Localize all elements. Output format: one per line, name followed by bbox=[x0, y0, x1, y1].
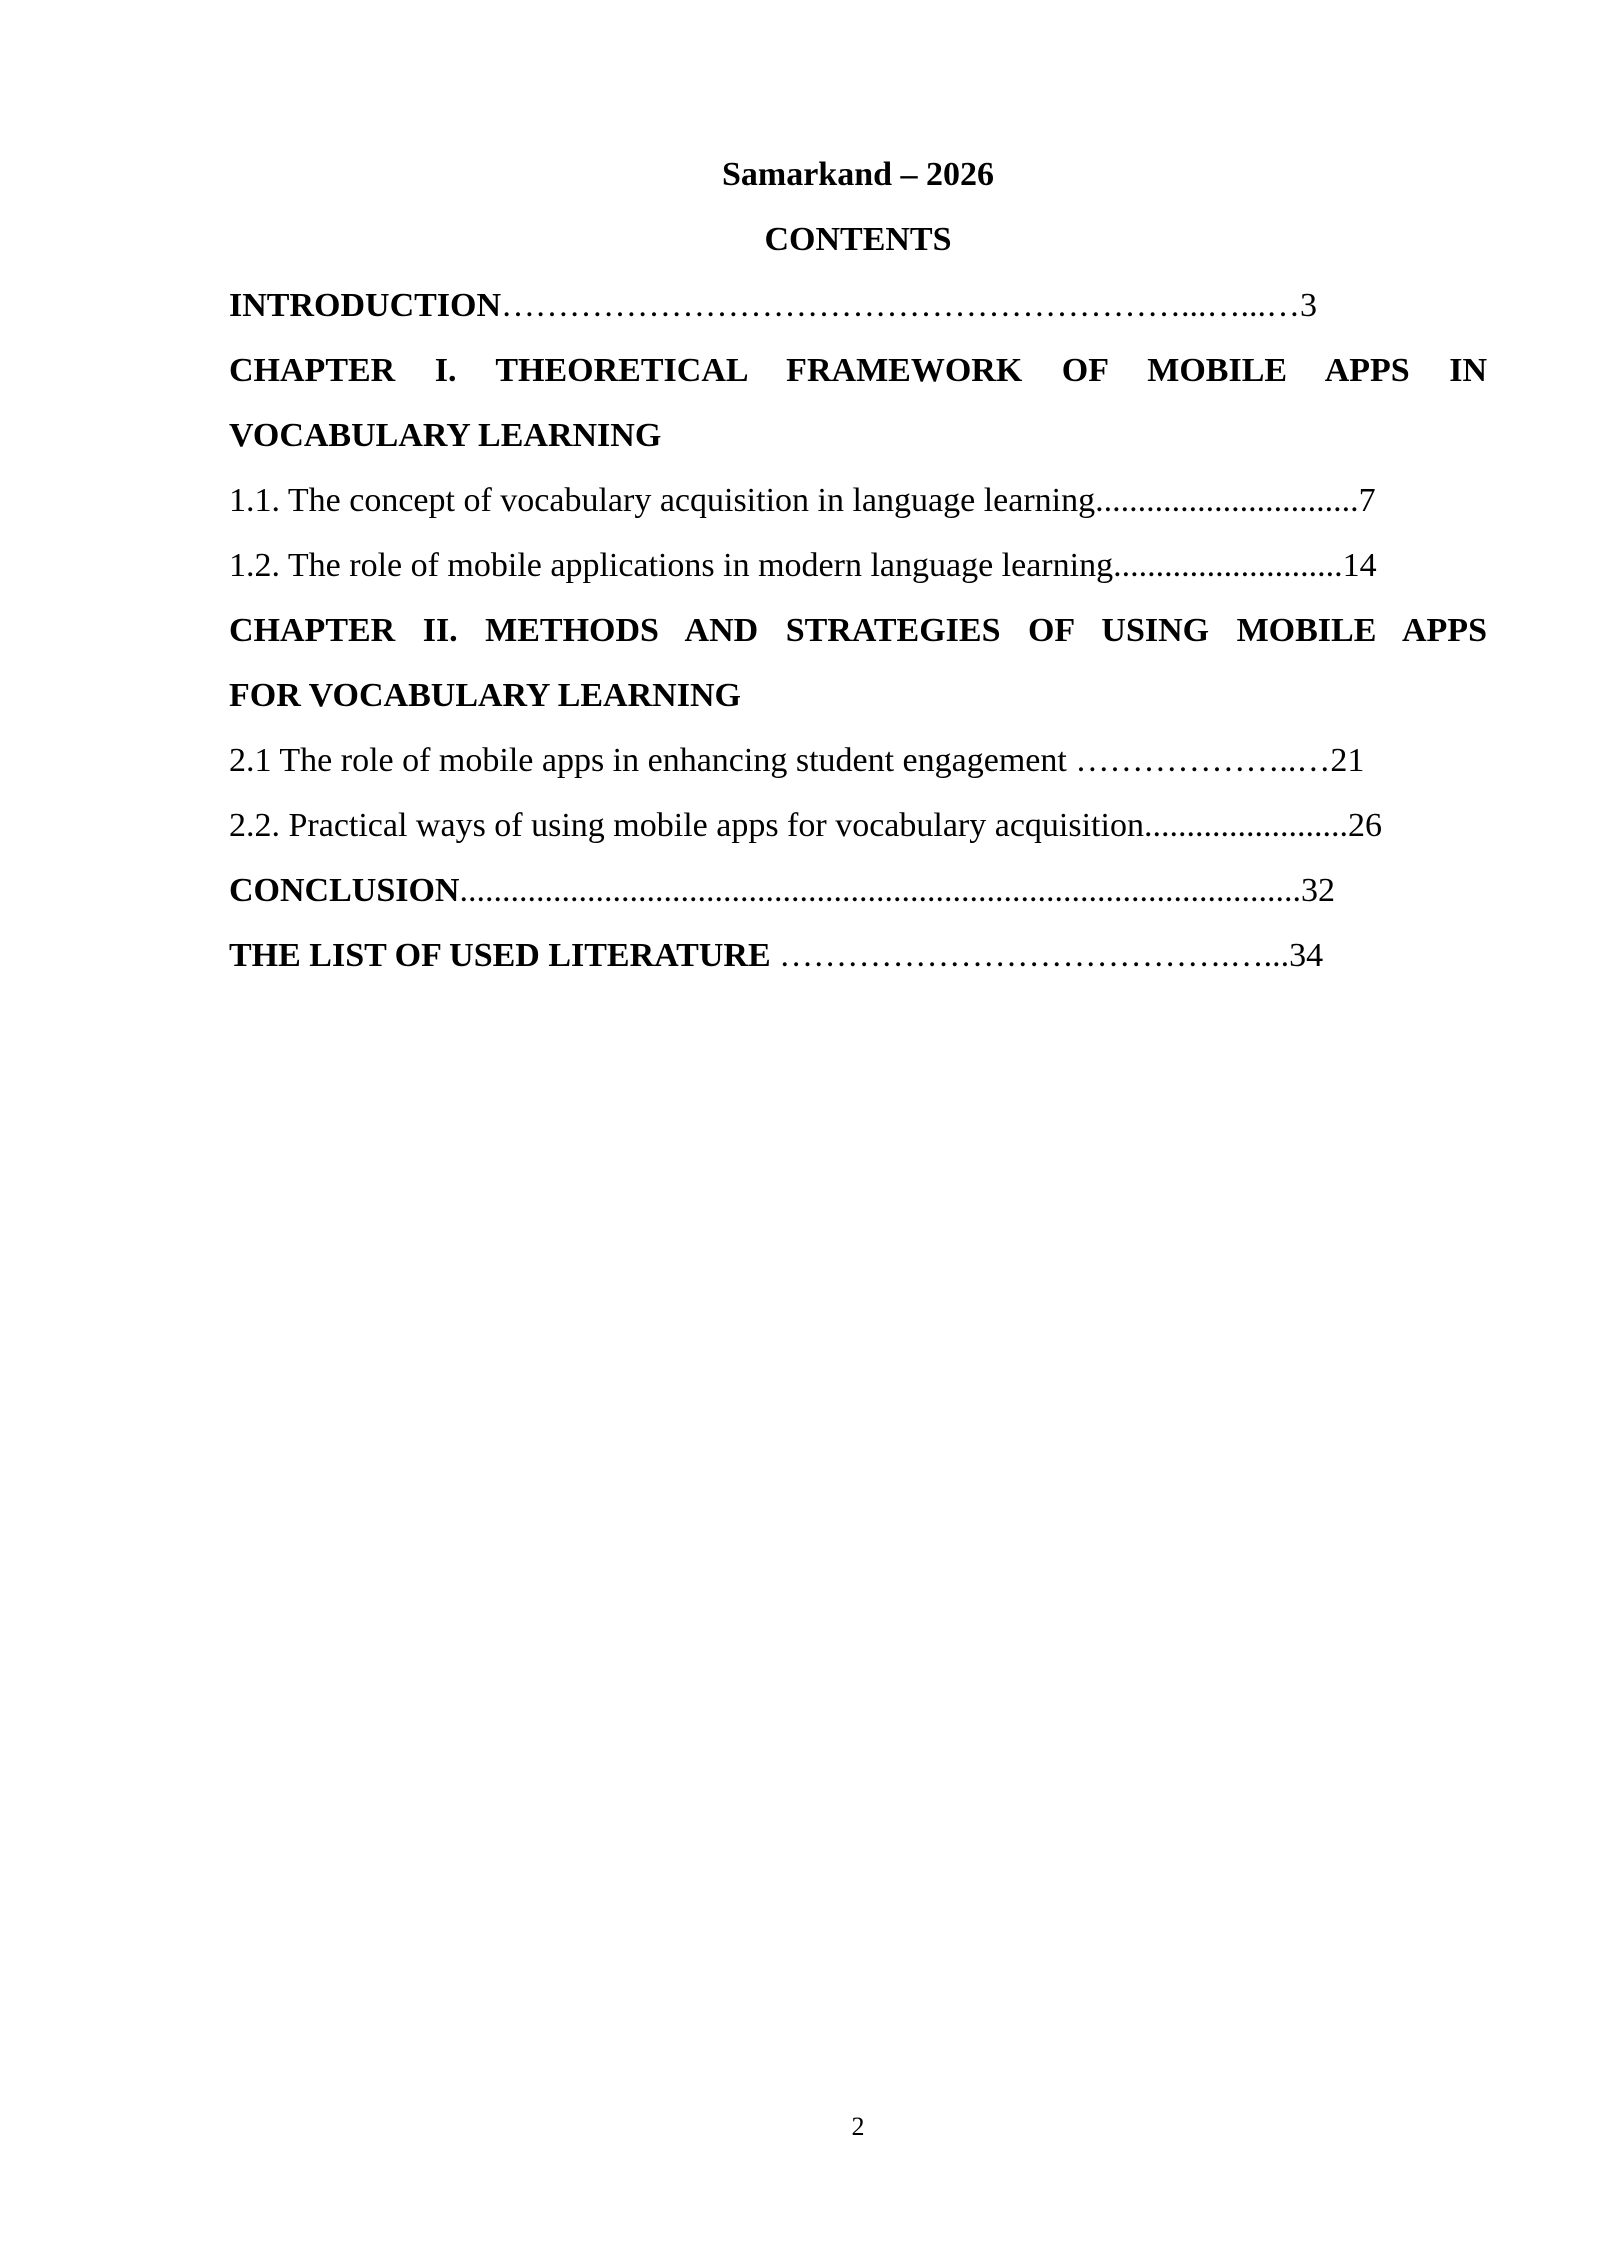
toc-entry-chapter-1-line-1[interactable]: CHAPTER I. THEORETICAL FRAMEWORK OF MOBILE APPS IN bbox=[229, 352, 1487, 389]
toc-page-number: 3 bbox=[1300, 287, 1318, 324]
toc-entry-chapter-1-line-2[interactable]: VOCABULARY LEARNING bbox=[229, 417, 662, 454]
toc-page-number: 21 bbox=[1330, 742, 1365, 779]
toc-entry-chapter-2-line-2[interactable]: FOR VOCABULARY LEARNING bbox=[229, 677, 741, 714]
contents-title: CONTENTS bbox=[764, 221, 952, 258]
toc-entry-conclusion[interactable] bbox=[229, 858, 1487, 923]
toc-entry-title: 1.1. The concept of vocabulary acquisition in language learning bbox=[229, 482, 1096, 519]
toc-page-number: 32 bbox=[1300, 872, 1335, 909]
toc-entry-section-1-2[interactable] bbox=[229, 533, 1487, 598]
toc-leader-dots: ........................... bbox=[1113, 547, 1343, 584]
toc-leader-dots: ............................... bbox=[1095, 482, 1359, 519]
toc-leader-dots: ........................ bbox=[1143, 807, 1348, 844]
toc-leader-dots: ……………………………………………………...…...… bbox=[501, 287, 1301, 324]
toc-entry-section-1-1[interactable] bbox=[229, 468, 1487, 533]
toc-entry-title: 2.1 The role of mobile apps in enhancing student engagement bbox=[229, 742, 1076, 779]
toc-leader-dots: ………………..… bbox=[1075, 742, 1331, 779]
toc-leader-dots: ………………………………….…... bbox=[779, 937, 1290, 974]
place-year-heading: Samarkand – 2026 bbox=[721, 156, 995, 193]
toc-entry-literature[interactable] bbox=[229, 923, 1487, 988]
toc-entry-title: THE LIST OF USED LITERATURE bbox=[229, 937, 780, 974]
toc-page-number: 34 bbox=[1289, 937, 1324, 974]
toc-leader-dots: ................................................................................................... bbox=[459, 872, 1301, 909]
toc-entry-title: 2.2. Practical ways of using mobile apps for vocabulary acquisition bbox=[229, 807, 1144, 844]
toc-entry-introduction[interactable] bbox=[229, 273, 1487, 338]
toc-entry-title: CONCLUSION bbox=[229, 872, 460, 909]
toc-page-number: 7 bbox=[1358, 482, 1376, 519]
page-number: 2 bbox=[851, 2112, 865, 2141]
toc-entry-title: 1.2. The role of mobile applications in modern language learning bbox=[229, 547, 1114, 584]
toc-entry-section-2-1[interactable] bbox=[229, 728, 1487, 793]
toc-page-number: 26 bbox=[1347, 807, 1382, 844]
toc-page-number: 14 bbox=[1342, 547, 1377, 584]
toc-entry-title: INTRODUCTION bbox=[229, 287, 502, 324]
toc-entry-chapter-2-line-1[interactable]: CHAPTER II. METHODS AND STRATEGIES OF USING MOBILE APPS bbox=[229, 612, 1487, 649]
toc-entry-section-2-2[interactable] bbox=[229, 793, 1487, 858]
